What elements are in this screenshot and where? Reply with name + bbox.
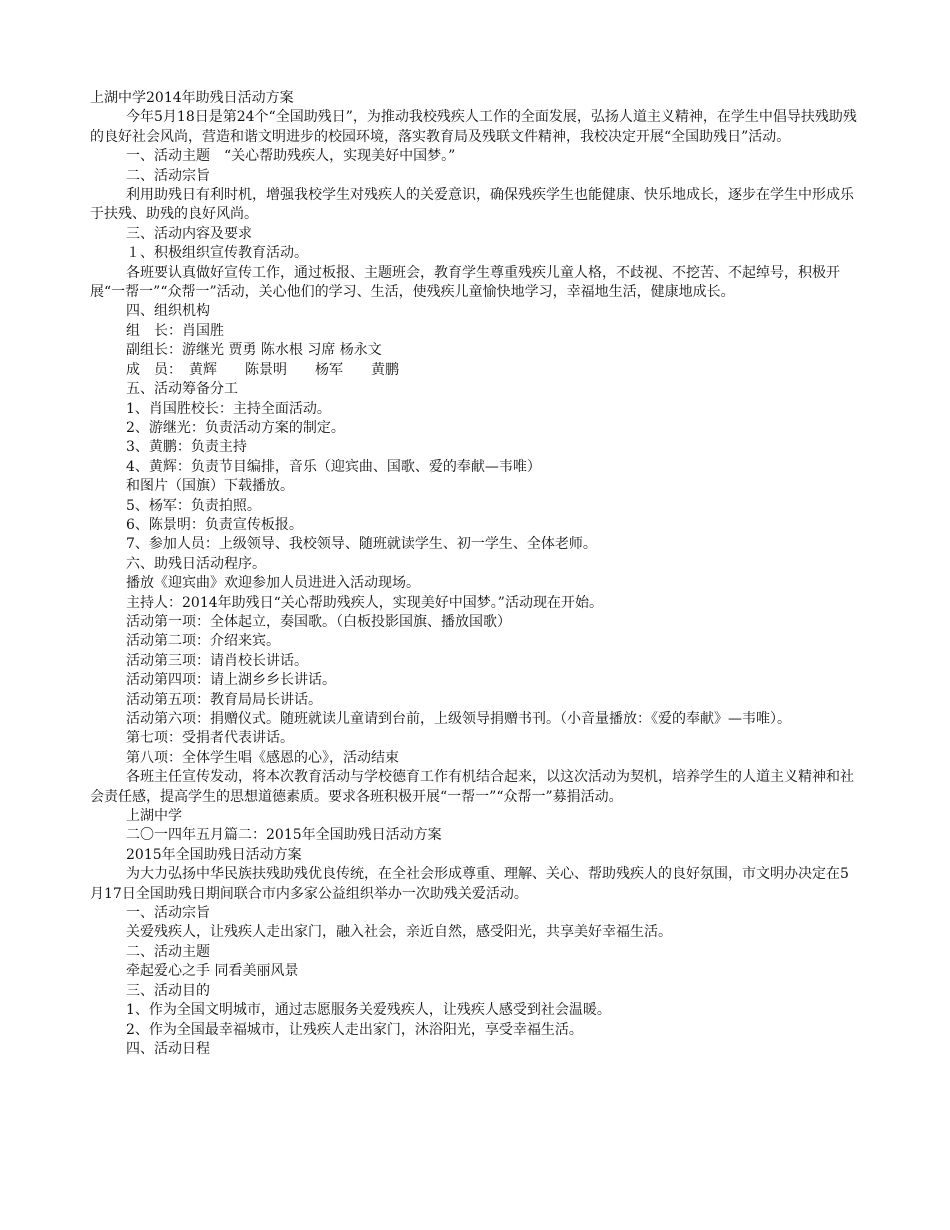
second-plan-intro: 为大力弘扬中华民族扶残助残优良传统，在全社会形成尊重、理解、关心、帮助残疾人的良好氛围，市文明办决定在5月17日全国助残日期间联合市内多家公益组织举办一次助残关爱活动。	[90, 866, 849, 902]
section-heading-content: 三、活动内容及要求	[126, 225, 252, 242]
intro-paragraph: 今年5月18日是第24个“全国助残日”，为推动我校残疾人工作的全面发展，弘扬人道主义精神，在学生中倡导扶残助残的良好社会风尚，营造和谐文明进步的校园环境，落实教育局及残联文件精神，我校决定开展“全国助残日”活动。	[90, 109, 857, 145]
procedure-line: 活动第二项：介绍来宾。	[126, 633, 280, 650]
closing-paragraph: 各班主任宣传发动，将本次教育活动与学校德育工作有机结合起来，以这次活动为契机，培养学生的人道主义精神和社会责任感，提高学生的思想道德素质。要求各班积极开展“一帮一”“众帮一”募捐活动。	[90, 769, 854, 805]
section-heading-procedure: 六、助残日活动程序。	[126, 555, 266, 572]
second-plan-purpose-text: 关爱残疾人，让残疾人走出家门，融入社会，亲近自然，感受阳光，共享美好幸福生活。	[126, 924, 672, 941]
content-item-1: １、积极组织宣传教育活动。	[126, 245, 308, 262]
procedure-line: 播放《迎宾曲》欢迎参加人员进进入活动现场。	[126, 575, 420, 592]
content-paragraph: 各班要认真做好宣传工作，通过板报、主题班会，教育学生尊重残疾儿童人格，不歧视、不挖苦、不起绰号，积极开展“一帮一”“众帮一”活动，关心他们的学习、生活，使残疾儿童愉快地学习，幸福地生活，健康地成长。	[90, 264, 840, 301]
second-plan-goal-item: 2、作为全国最幸福城市，让残疾人走出家门，沐浴阳光，享受幸福生活。	[126, 1021, 583, 1038]
procedure-line: 活动第六项：捐赠仪式。随班就读儿童请到台前，上级领导捐赠书刊。（小音量播放：《爱的奉献》—韦唯）。	[126, 711, 791, 727]
second-plan-goal-item: 1、作为全国文明城市，通过志愿服务关爱残疾人，让残疾人感受到社会温暖。	[126, 1002, 611, 1019]
second-plan-title: 2015年全国助残日活动方案	[126, 846, 302, 863]
procedure-line: 活动第五项：教育局局长讲话。	[126, 691, 322, 708]
procedure-line: 活动第一项：全体起立，奏国歌。（白板投影国旗、播放国歌）	[126, 613, 511, 630]
second-plan-heading-purpose: 一、活动宗旨	[126, 905, 210, 922]
section-heading-organization: 四、组织机构	[126, 303, 210, 320]
second-plan-theme-text: 牵起爱心之手 同看美丽风景	[126, 963, 299, 980]
prep-item: 7、参加人员：上级领导、我校领导、随班就读学生、初一学生、全体老师。	[126, 536, 597, 553]
prep-item: 3、黄鹏：负责主持	[126, 439, 247, 456]
prep-item: 5、杨军：负责拍照。	[126, 497, 261, 514]
prep-item: 4、黄辉：负责节目编排，音乐（迎宾曲、国歌、爱的奉献—韦唯）	[126, 458, 541, 475]
prep-item-continuation: 和图片（国旗）下载播放。	[126, 478, 294, 495]
org-deputy-leaders: 副组长：游继光 贾勇 陈水根 习席 杨永文	[126, 342, 382, 359]
section-heading-preparation: 五、活动筹备分工	[126, 381, 238, 398]
second-plan-heading-schedule: 四、活动日程	[126, 1040, 210, 1057]
signature-school: 上湖中学	[126, 808, 182, 825]
section-heading-purpose: 二、活动宗旨	[126, 167, 210, 184]
org-leader: 组 长：肖国胜	[126, 322, 224, 339]
document-title: 上湖中学2014年助残日活动方案	[90, 90, 294, 106]
prep-item: 2、游继光：负责活动方案的制定。	[126, 419, 345, 436]
procedure-line: 主持人：2014年助残日“关心帮助残疾人，实现美好中国梦。”活动现在开始。	[126, 594, 603, 611]
procedure-line: 活动第三项：请肖校长讲话。	[126, 652, 308, 669]
prep-item: 6、陈景明：负责宣传板报。	[126, 516, 303, 533]
second-plan-heading-goals: 三、活动目的	[126, 982, 210, 999]
document-page	[90, 89, 860, 1059]
procedure-line: 第八项：全体学生唱《感恩的心》，活动结束	[126, 749, 399, 766]
procedure-line: 活动第四项：请上湖乡乡长讲话。	[126, 672, 336, 689]
procedure-line: 第七项：受捐者代表讲话。	[126, 730, 294, 747]
second-plan-heading-theme: 二、活动主题	[126, 943, 210, 960]
section-heading-theme: 一、活动主题 “关心帮助残疾人，实现美好中国梦。”	[126, 148, 456, 165]
signature-date: 二〇一四年五月篇二：2015年全国助残日活动方案	[126, 827, 442, 844]
purpose-paragraph: 利用助残日有利时机，增强我校学生对残疾人的关爱意识，确保残疾学生也能健康、快乐地成长，逐步在学生中形成乐于扶残、助残的良好风尚。	[90, 187, 854, 223]
prep-item: 1、肖国胜校长：主持全面活动。	[126, 400, 331, 417]
org-members: 成 员： 黄辉 陈景明 杨军 黄鹏	[126, 361, 399, 378]
